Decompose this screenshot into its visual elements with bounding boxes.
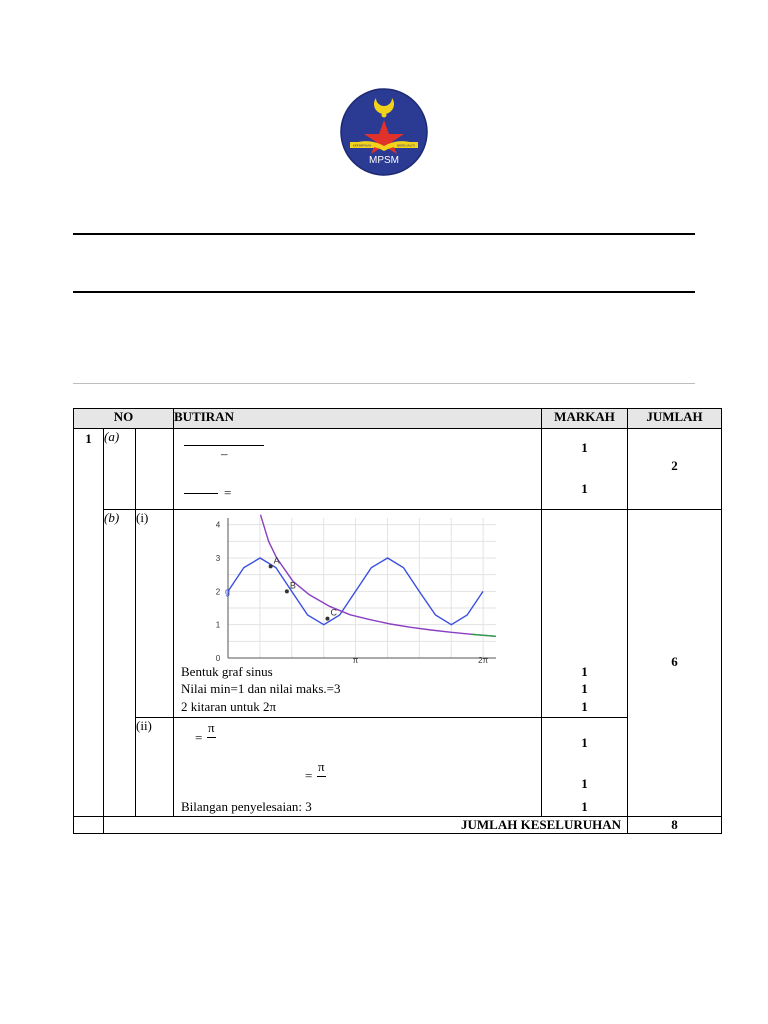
part-b-ii-marks: 1 1 1: [542, 718, 628, 817]
y-tick-label: 4: [215, 520, 221, 530]
part-b-i-working: [174, 510, 542, 718]
answer-line: Bilangan penyelesaian: 3: [181, 799, 312, 814]
x-tick-label: π: [352, 656, 359, 664]
point-label: B: [289, 580, 296, 591]
sine-graph: [202, 512, 498, 664]
intersection-point: [326, 617, 330, 621]
footer-empty-cell: [74, 817, 104, 834]
point-label: C: [330, 607, 338, 618]
y-tick-label: 1: [215, 620, 221, 630]
intersection-point: [269, 564, 273, 568]
logo-text: MPSM: [369, 155, 399, 166]
point-label: A: [273, 555, 280, 566]
function-label: g: [225, 586, 231, 597]
part-b-total: 6: [628, 510, 722, 817]
series-line: [261, 515, 497, 637]
ribbon-left: KEPIMPINAN: [352, 143, 372, 148]
part-a-row: [74, 429, 722, 510]
eq2-equals: =: [305, 768, 313, 783]
footer-total: 8: [628, 817, 722, 834]
part-b-i-row: [74, 510, 722, 718]
question-number: 1: [74, 429, 104, 817]
criterion-2: Nilai min=1 dan nilai maks.=3: [181, 681, 341, 696]
part-b-ii-working: [174, 718, 542, 817]
part-a-label: (a): [104, 429, 136, 510]
header-no: NO: [74, 409, 174, 429]
header-butiran: BUTIRAN: [174, 409, 542, 429]
part-a-equals: =: [224, 485, 232, 500]
footer-label: JUMLAH KESELURUHAN: [104, 817, 628, 834]
small-star-icon: [382, 113, 387, 118]
y-tick-label: 0: [215, 654, 221, 663]
part-a-minus: –: [221, 446, 228, 461]
third-rule: [73, 383, 695, 384]
footer-row: [74, 817, 722, 834]
eq2-pi: π: [318, 759, 325, 774]
criterion-3: 2 kitaran untuk 2π: [181, 699, 277, 714]
part-b-ii-label: (ii): [136, 718, 174, 817]
part-a-sub-empty: [136, 429, 174, 510]
part-a-working: [174, 429, 542, 510]
y-tick-label: 2: [215, 587, 221, 597]
marking-scheme-table: [73, 408, 722, 834]
part-b-i-label: (i): [136, 510, 174, 718]
part-a-total: 2: [628, 429, 722, 510]
top-rule: [73, 233, 695, 235]
eq1-pi: π: [208, 720, 215, 735]
second-rule: [73, 291, 695, 293]
part-b-ii-row: [74, 718, 722, 817]
header-row: [74, 409, 722, 429]
intersection-point: [285, 589, 289, 593]
criterion-1: Bentuk graf sinus: [181, 664, 273, 679]
mpsm-logo: [340, 88, 428, 176]
part-a-marks: 1 1: [542, 429, 628, 510]
ribbon-right: BERKUALITI: [397, 143, 415, 148]
x-tick-label: 2π: [478, 656, 489, 664]
header-jumlah: JUMLAH: [628, 409, 722, 429]
part-b-label: (b): [104, 510, 136, 817]
header-markah: MARKAH: [542, 409, 628, 429]
part-b-i-marks: 1 1 1: [542, 510, 628, 718]
eq1-equals: =: [195, 730, 203, 745]
curve-tail: [472, 634, 496, 636]
y-tick-label: 3: [215, 554, 221, 563]
